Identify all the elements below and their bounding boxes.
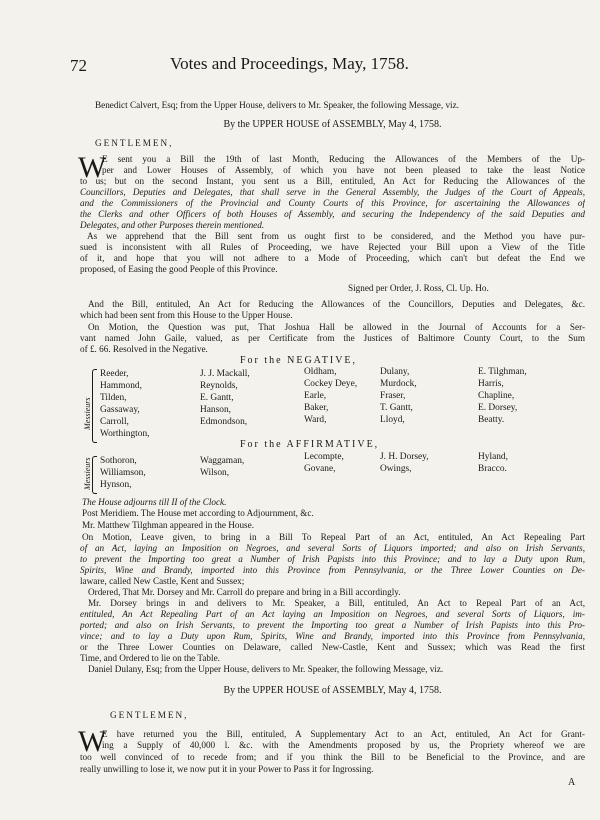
msg1-line: E sent you a Bill the 19th of last Month, Reducing the Allowances of the Members of the Up- bbox=[102, 154, 585, 164]
member-name: Earle, bbox=[304, 391, 327, 401]
body-line: or the Three Lower Counties on Delaware, called New-Castle, Kent and Sussex; which was Read the first bbox=[80, 642, 585, 652]
msg1-line: Councillors, Deputies and Delegates, that shall serve in the General Assembly, the Judges of the Court of Appeals, bbox=[80, 187, 585, 197]
page-number: 72 bbox=[70, 56, 87, 75]
body-line: to prevent the Importing too great a Number of Irish Papists into this Province; and to lay a Duty upon Rum, bbox=[80, 554, 585, 564]
negative-column bbox=[200, 368, 250, 428]
negative-column bbox=[100, 368, 150, 440]
member-name: Chapline, bbox=[478, 391, 515, 401]
member-name: Gassaway, bbox=[100, 405, 140, 415]
member-name: Owings, bbox=[380, 464, 412, 474]
affirmative-column bbox=[304, 451, 344, 475]
msg2-line: E have returned you the Bill, entituled, A Supplementary Act to an Act, entituled, An Act for Grant- bbox=[102, 729, 585, 739]
member-name: T. Gantt, bbox=[380, 403, 413, 413]
body-line: The House adjourns till II of the Clock. bbox=[82, 497, 227, 507]
member-name: Williamson, bbox=[100, 468, 146, 478]
member-name: E. Tilghman, bbox=[478, 367, 527, 377]
msg2-line: too well convinced of to recede from; and if you think the Bill to be Beneficial to the Province, and are bbox=[80, 752, 585, 762]
para-line: And the Bill, entituled, An Act for Reducing the Allowances of the Councillors, Deputies and Delegates, &c. bbox=[88, 299, 585, 309]
signature: Signed per Order, J. Ross, Cl. Up. Ho. bbox=[348, 283, 489, 293]
msg1-line: As we apprehend that the Bill sent from us ought first to be considered, and the Method you have pur- bbox=[87, 231, 585, 241]
affirmative-column bbox=[380, 451, 429, 475]
msg1-line: and the Commissioners of the Provincial and County Courts of this Province, for ascertaining the Allowances of bbox=[80, 198, 585, 208]
member-name: Hyland, bbox=[478, 452, 508, 462]
member-name: Lecompte, bbox=[304, 452, 344, 462]
msg2-line: ing a Supply of 40,000 l. &c. with the Amendments proposed by us, the Propriety whereof we are bbox=[102, 740, 585, 750]
member-name: Wilson, bbox=[200, 468, 230, 478]
msg1-line: sued is inconsistent with all Rules of Proceeding, we have Rejected your Bill upon a View of the Title bbox=[80, 242, 585, 252]
member-name: Ward, bbox=[304, 415, 327, 425]
negative-heading: For the NEGATIVE, bbox=[240, 355, 358, 366]
affirmative-column bbox=[100, 455, 146, 491]
member-name: Cockey Deye, bbox=[304, 379, 358, 389]
negative-bracket bbox=[92, 369, 97, 443]
msg2-line: really unwilling to lose it, we now put it in your Power to Pass it for Ingrossing. bbox=[80, 764, 374, 774]
member-name: Dulany, bbox=[380, 367, 410, 377]
negative-side-label: Messieurs bbox=[83, 397, 92, 430]
member-name: J. J. Mackall, bbox=[200, 369, 250, 379]
member-name: Bracco. bbox=[478, 464, 507, 474]
message-heading: By the UPPER HOUSE of ASSEMBLY, May 4, 1758. bbox=[223, 119, 442, 130]
body-line: Post Meridiem. The House met according to Adjournment, &c. bbox=[82, 508, 314, 518]
affirmative-bracket bbox=[92, 456, 97, 494]
affirmative-heading: For the AFFIRMATIVE, bbox=[240, 439, 380, 450]
member-name: J. H. Dorsey, bbox=[380, 452, 429, 462]
member-name: Lloyd, bbox=[380, 415, 405, 425]
member-name: Baker, bbox=[304, 403, 329, 413]
member-name: Carroll, bbox=[100, 417, 129, 427]
msg1-line: Delegates, and other Purposes therein mentioned. bbox=[80, 220, 265, 230]
member-name: Tilden, bbox=[100, 393, 127, 403]
intro-line: Benedict Calvert, Esq; from the Upper House, delivers to Mr. Speaker, the following Message, viz. bbox=[95, 100, 459, 110]
member-name: Murdock, bbox=[380, 379, 417, 389]
body-line: Spirits, Wine and Brandy, imported into this Province from Pennsylvania, or the Three Lower Counties on De- bbox=[80, 565, 585, 575]
body-line: vince; and to lay a Duty upon Rum, Spirits, Wine and Brandy, imported into this Province from Pennsylvania, bbox=[80, 631, 585, 641]
body-line: Mr. Matthew Tilghman appeared in the House. bbox=[82, 520, 254, 530]
member-name: Reynolds, bbox=[200, 381, 238, 391]
member-name: Edmondson, bbox=[200, 417, 248, 427]
message-heading: By the UPPER HOUSE of ASSEMBLY, May 4, 1758. bbox=[223, 685, 442, 696]
msg1-line: per and Lower Houses of Assembly, of which you have not been pleased to take the least Notice bbox=[102, 165, 585, 175]
para-line: vant named John Gaile, valued, as per Certificate from the Justices of Baltimore County Court, to the Sum bbox=[80, 333, 585, 343]
member-name: Govane, bbox=[304, 464, 336, 474]
running-head: Votes and Proceedings, May, 1758. bbox=[170, 54, 409, 73]
negative-column bbox=[478, 366, 527, 426]
msg1-line: to us; but on the second Instant, you sent us a Bill, entituled, An Act for Reducing the Allowances of the bbox=[80, 176, 585, 186]
para-line: On Motion, the Question was put, That Joshua Hall be allowed in the Journal of Accounts for a Ser- bbox=[88, 322, 585, 332]
body-line: laware, called New Castle, Kent and Sussex; bbox=[80, 576, 245, 586]
catchword: A bbox=[568, 777, 576, 788]
drop-cap: W bbox=[78, 151, 107, 184]
body-line: entituled, An Act Repealing Part of an Act laying an Imposition on Negroes, and several Sorts of Liquors, im- bbox=[80, 609, 585, 619]
member-name: Harris, bbox=[478, 379, 504, 389]
msg1-line: proposed, of Easing the good People of this Province. bbox=[80, 264, 278, 274]
body-line: ported; and also on Irish Servants, to prevent the Importing too great a Number of Irish Papists into this Pro- bbox=[80, 620, 585, 630]
body-line: Ordered, That Mr. Dorsey and Mr. Carroll do prepare and bring in a Bill accordingly. bbox=[88, 587, 401, 597]
member-name: Waggaman, bbox=[200, 456, 245, 466]
body-line: Daniel Dulany, Esq; from the Upper House, delivers to Mr. Speaker, the following Message, viz. bbox=[88, 664, 444, 674]
member-name: Oldham, bbox=[304, 367, 337, 377]
affirmative-side-label: Messieurs bbox=[83, 457, 92, 490]
salutation: GENTLEMEN, bbox=[110, 710, 189, 720]
member-name: Fraser, bbox=[380, 391, 406, 401]
member-name: Beatty. bbox=[478, 415, 505, 425]
msg1-line: the Clerks and other Officers of both Houses of Assembly, and securing the Independency of the said Deputies and bbox=[80, 209, 585, 219]
affirmative-column bbox=[200, 455, 244, 479]
member-name: E. Gantt, bbox=[200, 393, 234, 403]
salutation: GENTLEMEN, bbox=[95, 138, 174, 148]
member-name: Reeder, bbox=[100, 369, 129, 379]
negative-column bbox=[304, 366, 357, 426]
drop-cap: W bbox=[78, 725, 107, 758]
affirmative-column bbox=[478, 451, 508, 475]
body-line: On Motion, Leave given, to bring in a Bill To Repeal Part of an Act, entituled, An Act Repealing Part bbox=[82, 532, 585, 542]
member-name: Worthington, bbox=[100, 429, 150, 439]
body-line: of an Act, laying an Imposition on Negroes, and several Sorts of Liquors imported; and also on Irish Servants, bbox=[80, 543, 585, 553]
member-name: Hynson, bbox=[100, 480, 132, 490]
member-name: Hammond, bbox=[100, 381, 142, 391]
para-line: of £. 66. Resolved in the Negative. bbox=[80, 344, 208, 354]
body-line: Mr. Dorsey brings in and delivers to Mr. Speaker, a Bill, entituled, An Act to Repeal Part of an Act, bbox=[88, 598, 585, 608]
negative-column bbox=[380, 366, 417, 426]
member-name: Sothoron, bbox=[100, 456, 137, 466]
body-line: Time, and Ordered to lie on the Table. bbox=[80, 653, 220, 663]
member-name: Hanson, bbox=[200, 405, 231, 415]
member-name: E. Dorsey, bbox=[478, 403, 518, 413]
msg1-line: of it, and hope that you will not adhere to a Mode of Proceeding, which can't but defeat the End we bbox=[80, 253, 585, 263]
para-line: which had been sent from this House to the Upper House. bbox=[80, 310, 293, 320]
